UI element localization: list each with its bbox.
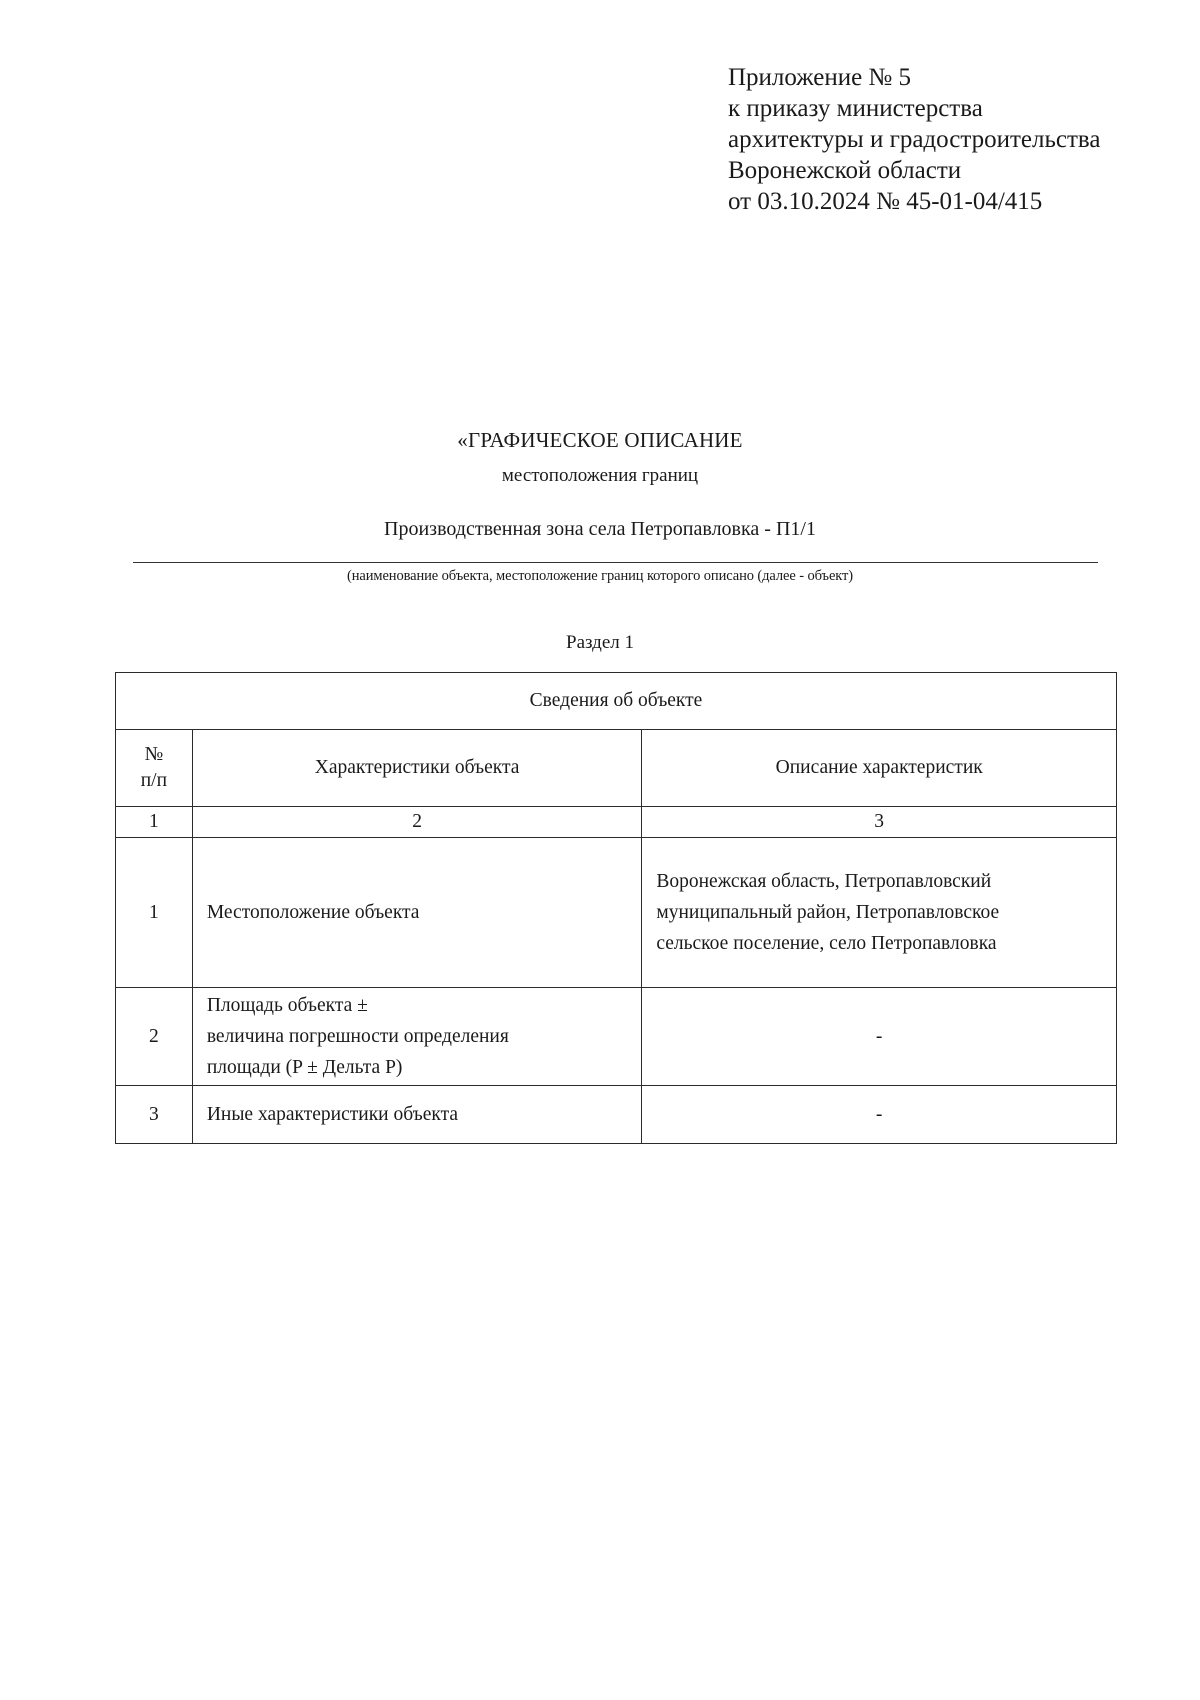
header-num-line: № — [144, 744, 164, 765]
row-number: 2 — [116, 988, 193, 1086]
column-index-row — [116, 807, 1117, 838]
column-index: 1 — [116, 807, 193, 838]
row-description-line: Воронежская область, Петропавловский — [656, 871, 992, 892]
header-num — [116, 730, 193, 807]
appendix-line: от 03.10.2024 № 45-01-04/415 — [728, 188, 1043, 215]
row-characteristic — [192, 838, 642, 988]
table-row — [116, 1086, 1117, 1144]
row-description-line: муниципальный район, Петропавловское — [656, 902, 1000, 923]
document-title: «ГРАФИЧЕСКОЕ ОПИСАНИЕ — [457, 428, 743, 452]
column-index: 2 — [192, 807, 642, 838]
appendix-line: Приложение № 5 — [728, 64, 912, 91]
appendix-line: Воронежской области — [728, 157, 962, 184]
row-description-line: сельское поселение, село Петропавловка — [656, 933, 997, 954]
row-characteristic-line: Иные характеристики объекта — [206, 1104, 459, 1125]
appendix-reference — [728, 62, 1100, 217]
table-caption-row — [116, 673, 1117, 730]
appendix-line: к приказу министерства — [728, 95, 983, 122]
object-info-table — [115, 672, 1117, 1144]
table-row — [116, 988, 1117, 1086]
row-characteristic-line: величина погрешности определения — [206, 1026, 509, 1047]
object-name-caption: (наименование объекта, местоположение границ которого описано (далее - объект) — [346, 568, 853, 584]
row-characteristic-line: Площадь объекта ± — [206, 995, 368, 1016]
table-header-row — [116, 730, 1117, 807]
section-title: Раздел 1 — [566, 632, 634, 653]
header-characteristic: Характеристики объекта — [192, 730, 642, 807]
object-name-underline — [133, 562, 1098, 563]
header-description: Описание характеристик — [642, 730, 1117, 807]
row-number: 3 — [116, 1086, 193, 1144]
appendix-line: архитектуры и градостроительства — [728, 126, 1101, 153]
row-description: - — [642, 988, 1117, 1086]
document-subtitle: местоположения границ — [501, 465, 699, 486]
row-description: - — [642, 1086, 1117, 1144]
row-characteristic-line: Местоположение объекта — [206, 902, 420, 923]
table-caption: Сведения об объекте — [116, 673, 1117, 730]
header-num-line: п/п — [140, 770, 168, 791]
column-index: 3 — [642, 807, 1117, 838]
row-description — [642, 838, 1117, 988]
table-row — [116, 838, 1117, 988]
row-characteristic — [192, 988, 642, 1086]
row-characteristic — [192, 1086, 642, 1144]
object-name: Производственная зона села Петропавловка - П1/1 — [384, 518, 816, 540]
row-characteristic-line: площади (P ± Дельта P) — [206, 1057, 403, 1078]
row-number: 1 — [116, 838, 193, 988]
